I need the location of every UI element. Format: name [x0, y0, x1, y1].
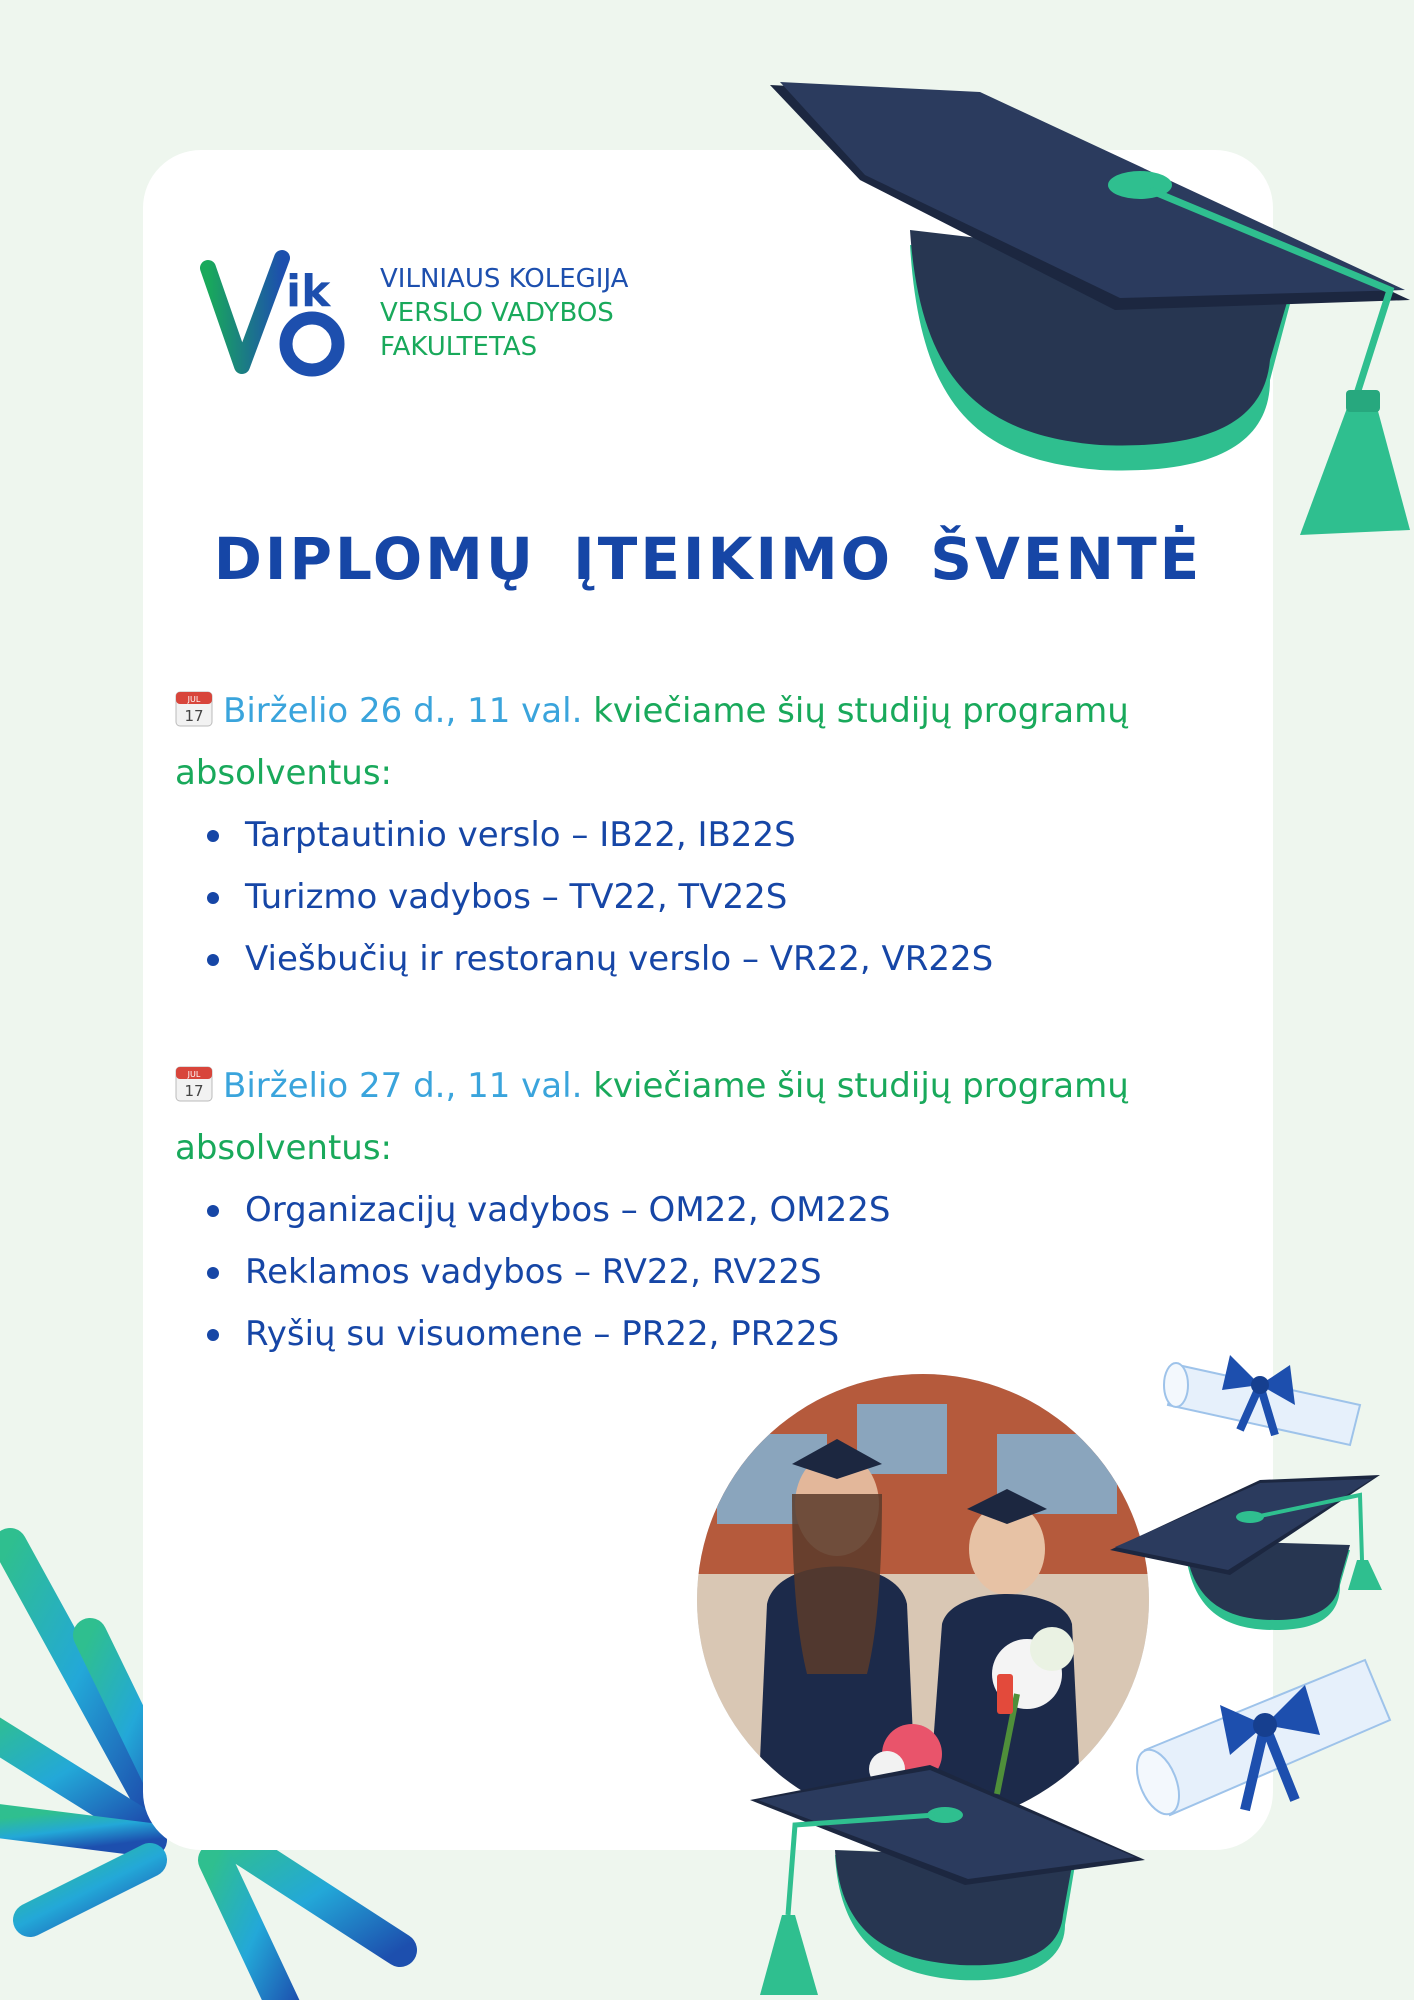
graduation-cap-icon	[740, 1765, 1150, 2000]
logo	[200, 248, 670, 378]
page-title: DIPLOMŲ ĮTEIKIMO ŠVENTĖ	[213, 525, 1203, 593]
logo-institution-name: VILNIAUS KOLEGIJA	[380, 264, 629, 294]
event-section-2	[175, 1055, 1245, 1365]
event-section-1	[175, 680, 1245, 990]
list-item: Reklamos vadybos – RV22, RV22S	[205, 1241, 1245, 1303]
graduation-cap-icon	[770, 80, 1414, 550]
graduation-cap-icon	[1110, 1475, 1390, 1635]
list-item: Organizacijų vadybos – OM22, OM22S	[205, 1179, 1245, 1241]
list-item: Viešbučių ir restoranų verslo – VR22, VR22S	[205, 928, 1245, 990]
svg-text:JUL: JUL	[187, 1070, 201, 1079]
program-list	[205, 1179, 1245, 1365]
logo-faculty-name-1: VERSLO VADYBOS	[380, 298, 614, 328]
list-item: Tarptautinio verslo – IB22, IB22S	[205, 804, 1245, 866]
calendar-icon	[175, 689, 213, 727]
svg-text:ik: ik	[286, 266, 331, 317]
list-item: Turizmo vadybos – TV22, TV22S	[205, 866, 1245, 928]
event-date: Birželio 26 d., 11 val.	[223, 691, 583, 731]
svg-text:17: 17	[184, 1082, 204, 1100]
list-item: Ryšių su visuomene – PR22, PR22S	[205, 1303, 1245, 1365]
diploma-scroll-icon	[1160, 1335, 1380, 1455]
viko-logo-mark	[200, 248, 355, 378]
event-intro	[175, 680, 1245, 804]
event-intro	[175, 1055, 1245, 1179]
diploma-scroll-icon	[1130, 1650, 1400, 1850]
event-invite-text: kviečiame šių studijų programų absolventus:	[175, 691, 1129, 793]
graduates-photo	[697, 1374, 1149, 1826]
program-list	[205, 804, 1245, 990]
event-invite-text: kviečiame šių studijų programų absolventus:	[175, 1066, 1129, 1168]
calendar-icon	[175, 1064, 213, 1102]
logo-faculty-name-2: FAKULTETAS	[380, 332, 538, 362]
event-date: Birželio 27 d., 11 val.	[223, 1066, 583, 1106]
svg-text:JUL: JUL	[187, 695, 201, 704]
svg-text:17: 17	[184, 707, 204, 725]
